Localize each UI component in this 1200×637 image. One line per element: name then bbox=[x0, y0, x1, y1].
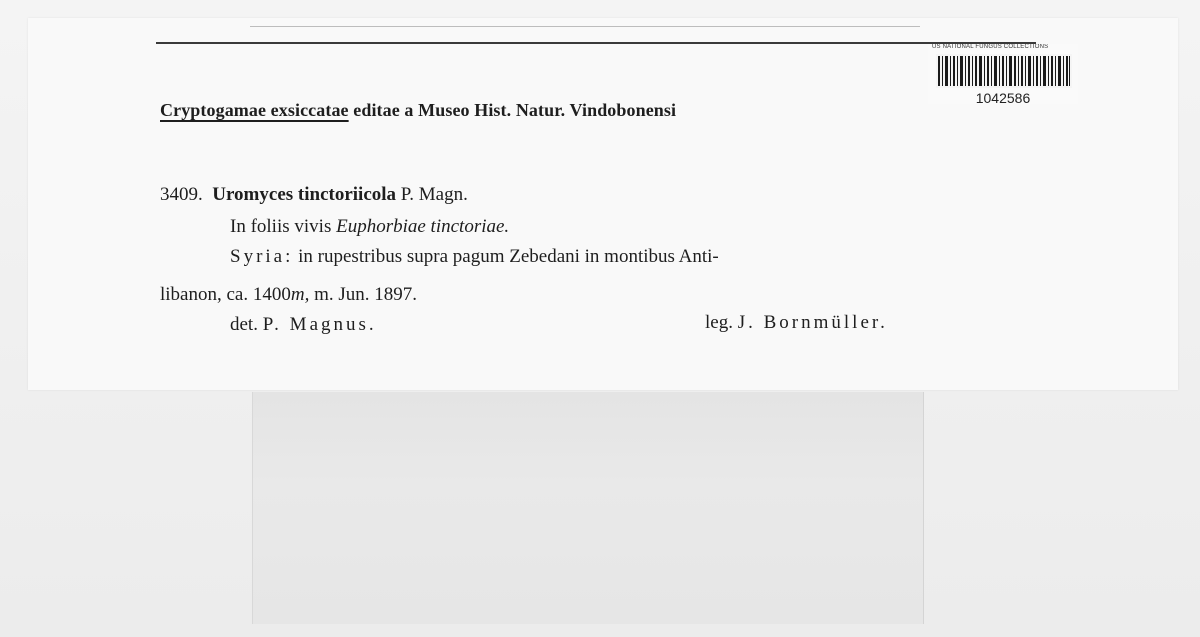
country: Syria: bbox=[230, 246, 294, 267]
species-line bbox=[160, 184, 468, 206]
species-name: Uromyces tinctoriicola bbox=[212, 184, 397, 205]
host-prefix: In foliis vivis bbox=[230, 216, 332, 237]
series-publisher: editae a Museo Hist. Natur. Vindobonensi bbox=[353, 100, 677, 120]
catalog-number: 1042586 bbox=[975, 90, 1031, 106]
locality-text-1: in rupestribus supra pagum Zebedani in montibus Anti- bbox=[298, 246, 719, 267]
series-heading bbox=[160, 100, 676, 121]
host-line bbox=[230, 216, 509, 238]
specimen-packet bbox=[252, 392, 924, 624]
exsiccata-number: 3409. bbox=[160, 184, 203, 205]
collector-name: J. Bornmüller. bbox=[737, 312, 888, 333]
species-author: P. Magn. bbox=[400, 184, 468, 205]
elevation-unit: m, bbox=[290, 284, 310, 305]
collection-name: US NATIONAL FUNGUS COLLECTIONS bbox=[932, 44, 1049, 50]
locality-line-2 bbox=[160, 284, 417, 306]
leg-prefix: leg. bbox=[705, 312, 733, 333]
locality-line-1 bbox=[230, 246, 719, 268]
host-species: Euphorbiae tinctoriae. bbox=[336, 216, 510, 237]
determiner-name: P. Magnus. bbox=[262, 314, 377, 335]
top-rule bbox=[156, 42, 1036, 44]
determiner-line bbox=[230, 314, 377, 336]
series-title: Cryptogamae exsiccatae bbox=[160, 100, 349, 120]
barcode-block bbox=[928, 44, 1078, 104]
collection-date: m. Jun. 1897. bbox=[314, 284, 418, 305]
locality-text-2: libanon, ca. 1400 bbox=[160, 284, 291, 305]
barcode-icon bbox=[936, 54, 1072, 88]
top-faint-rule bbox=[250, 26, 920, 27]
det-prefix: det. bbox=[230, 314, 258, 335]
collector-line bbox=[705, 312, 888, 334]
